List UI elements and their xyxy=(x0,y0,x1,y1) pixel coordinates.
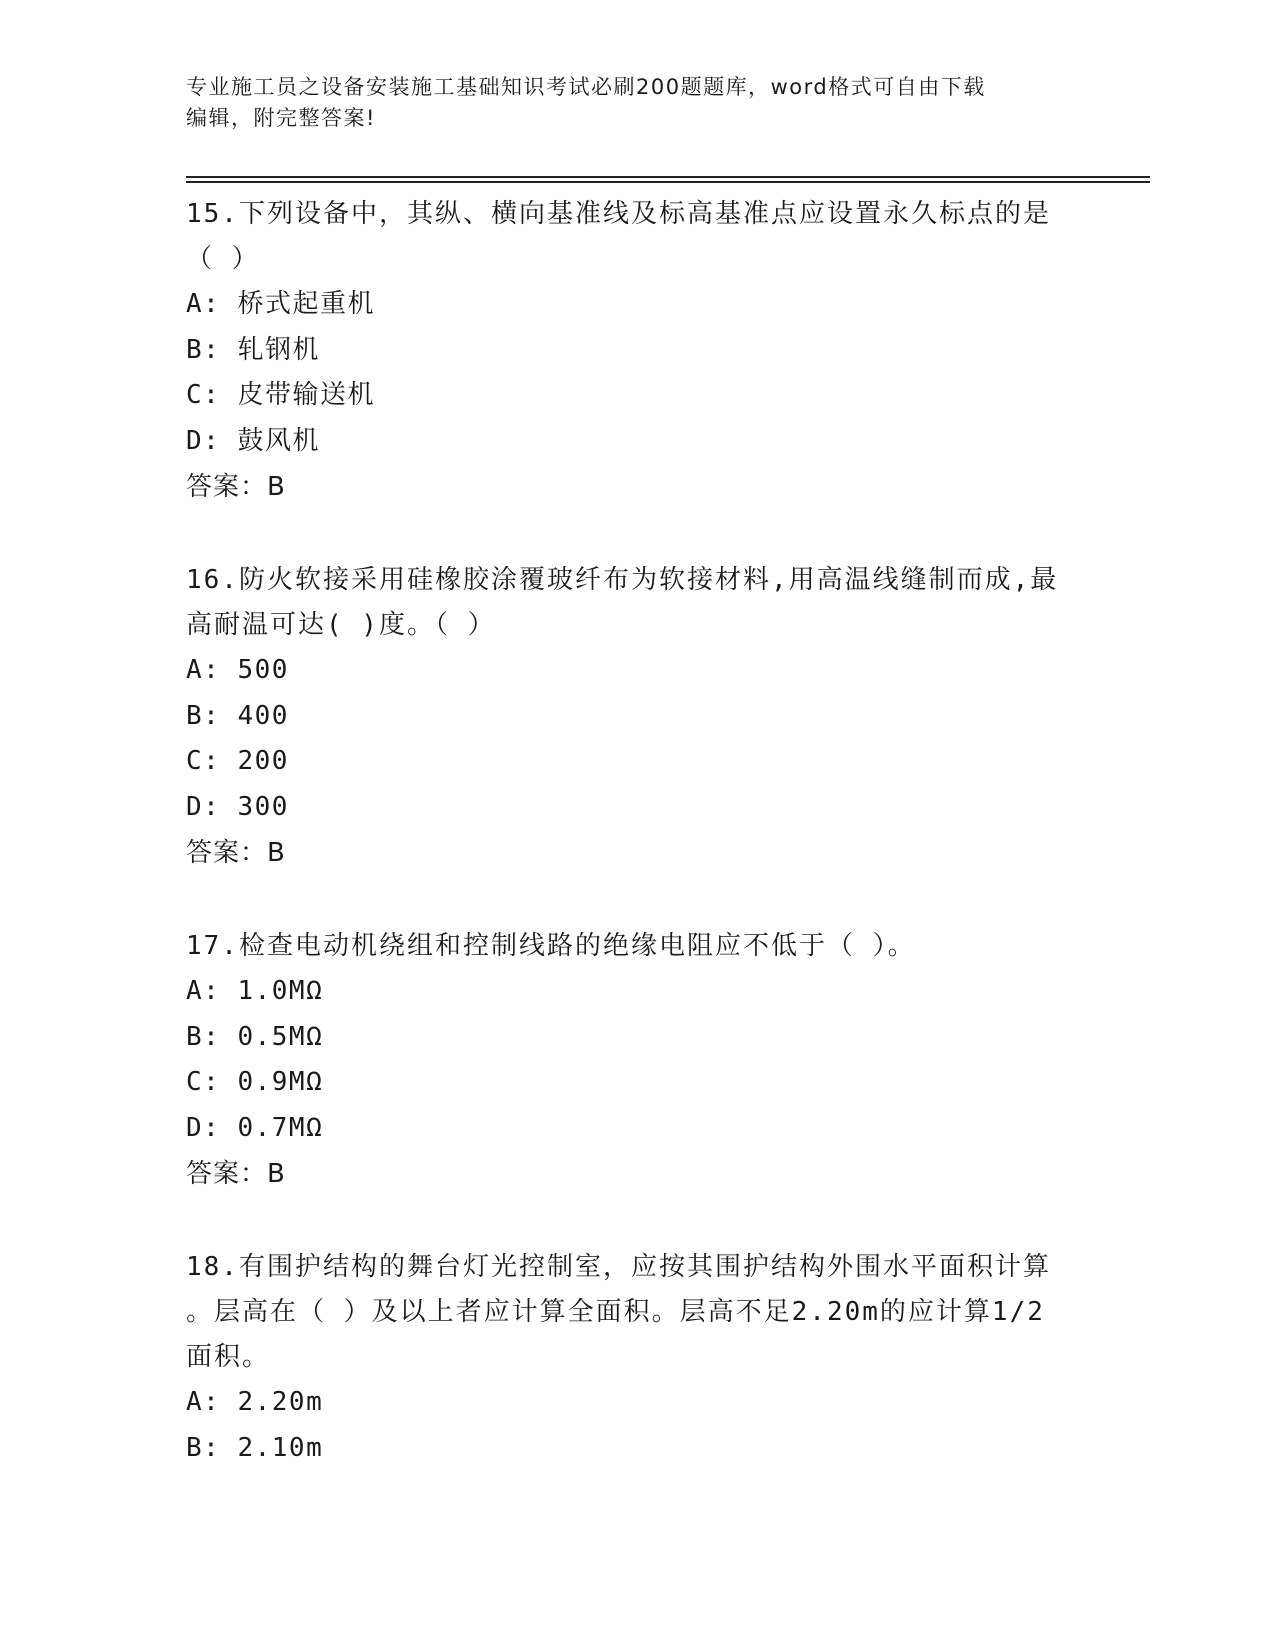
question-16 xyxy=(186,558,1086,876)
answer-text: 答案：B xyxy=(186,1159,286,1189)
option-a: A: 500 xyxy=(186,655,289,685)
option-b: B: 轧钢机 xyxy=(186,334,320,365)
option-d: D: 鼓风机 xyxy=(186,425,320,456)
option-a: A: 1.0MΩ xyxy=(186,976,324,1006)
option-c: C: 皮带输送机 xyxy=(186,380,375,410)
stem-line: 。层高在（ ）及以上者应计算全面积。层高不足2.20m的应计算1/2 xyxy=(186,1297,1045,1327)
question-list xyxy=(186,192,1086,1519)
document-header xyxy=(186,72,1066,134)
header-line-2: 编辑，附完整答案! xyxy=(186,106,376,130)
option-a: A: 桥式起重机 xyxy=(186,289,375,319)
answer-text: 答案：B xyxy=(186,838,286,868)
answer-text: 答案：B xyxy=(186,472,286,502)
stem-line: 高耐温可达( )度。（ ） xyxy=(186,610,496,640)
option-c: C: 200 xyxy=(186,746,289,776)
stem-line: 18.有围护结构的舞台灯光控制室，应按其围护结构外围水平面积计算 xyxy=(186,1252,1051,1282)
header-divider-top xyxy=(186,176,1150,178)
stem-line: 17.检查电动机绕组和控制线路的绝缘电阻应不低于（ ）。 xyxy=(186,931,916,961)
question-stem xyxy=(186,1245,1086,1380)
header-line-1: 专业施工员之设备安装施工基础知识考试必刷200题题库，word格式可自由下载 xyxy=(186,75,986,99)
option-b: B: 0.5MΩ xyxy=(186,1021,324,1052)
stem-line: （ ） xyxy=(186,244,260,274)
option-d: D: 0.7MΩ xyxy=(186,1112,324,1143)
question-17 xyxy=(186,924,1086,1197)
option-d: D: 300 xyxy=(186,791,289,822)
question-stem xyxy=(186,558,1086,648)
option-b: B: 2.10m xyxy=(186,1432,324,1463)
stem-line: 16.防火软接采用硅橡胶涂覆玻纤布为软接材料,用高温线缝制而成,最 xyxy=(186,565,1059,595)
stem-line: 15.下列设备中，其纵、横向基准线及标高基准点应设置永久标点的是 xyxy=(186,199,1051,229)
question-stem xyxy=(186,924,1086,969)
stem-line: 面积。 xyxy=(186,1342,271,1372)
option-b: B: 400 xyxy=(186,700,289,731)
option-c: C: 0.9MΩ xyxy=(186,1067,324,1097)
header-divider-bottom xyxy=(186,181,1150,183)
option-a: A: 2.20m xyxy=(186,1387,324,1417)
question-18 xyxy=(186,1245,1086,1471)
question-15 xyxy=(186,192,1086,510)
question-stem xyxy=(186,192,1086,282)
